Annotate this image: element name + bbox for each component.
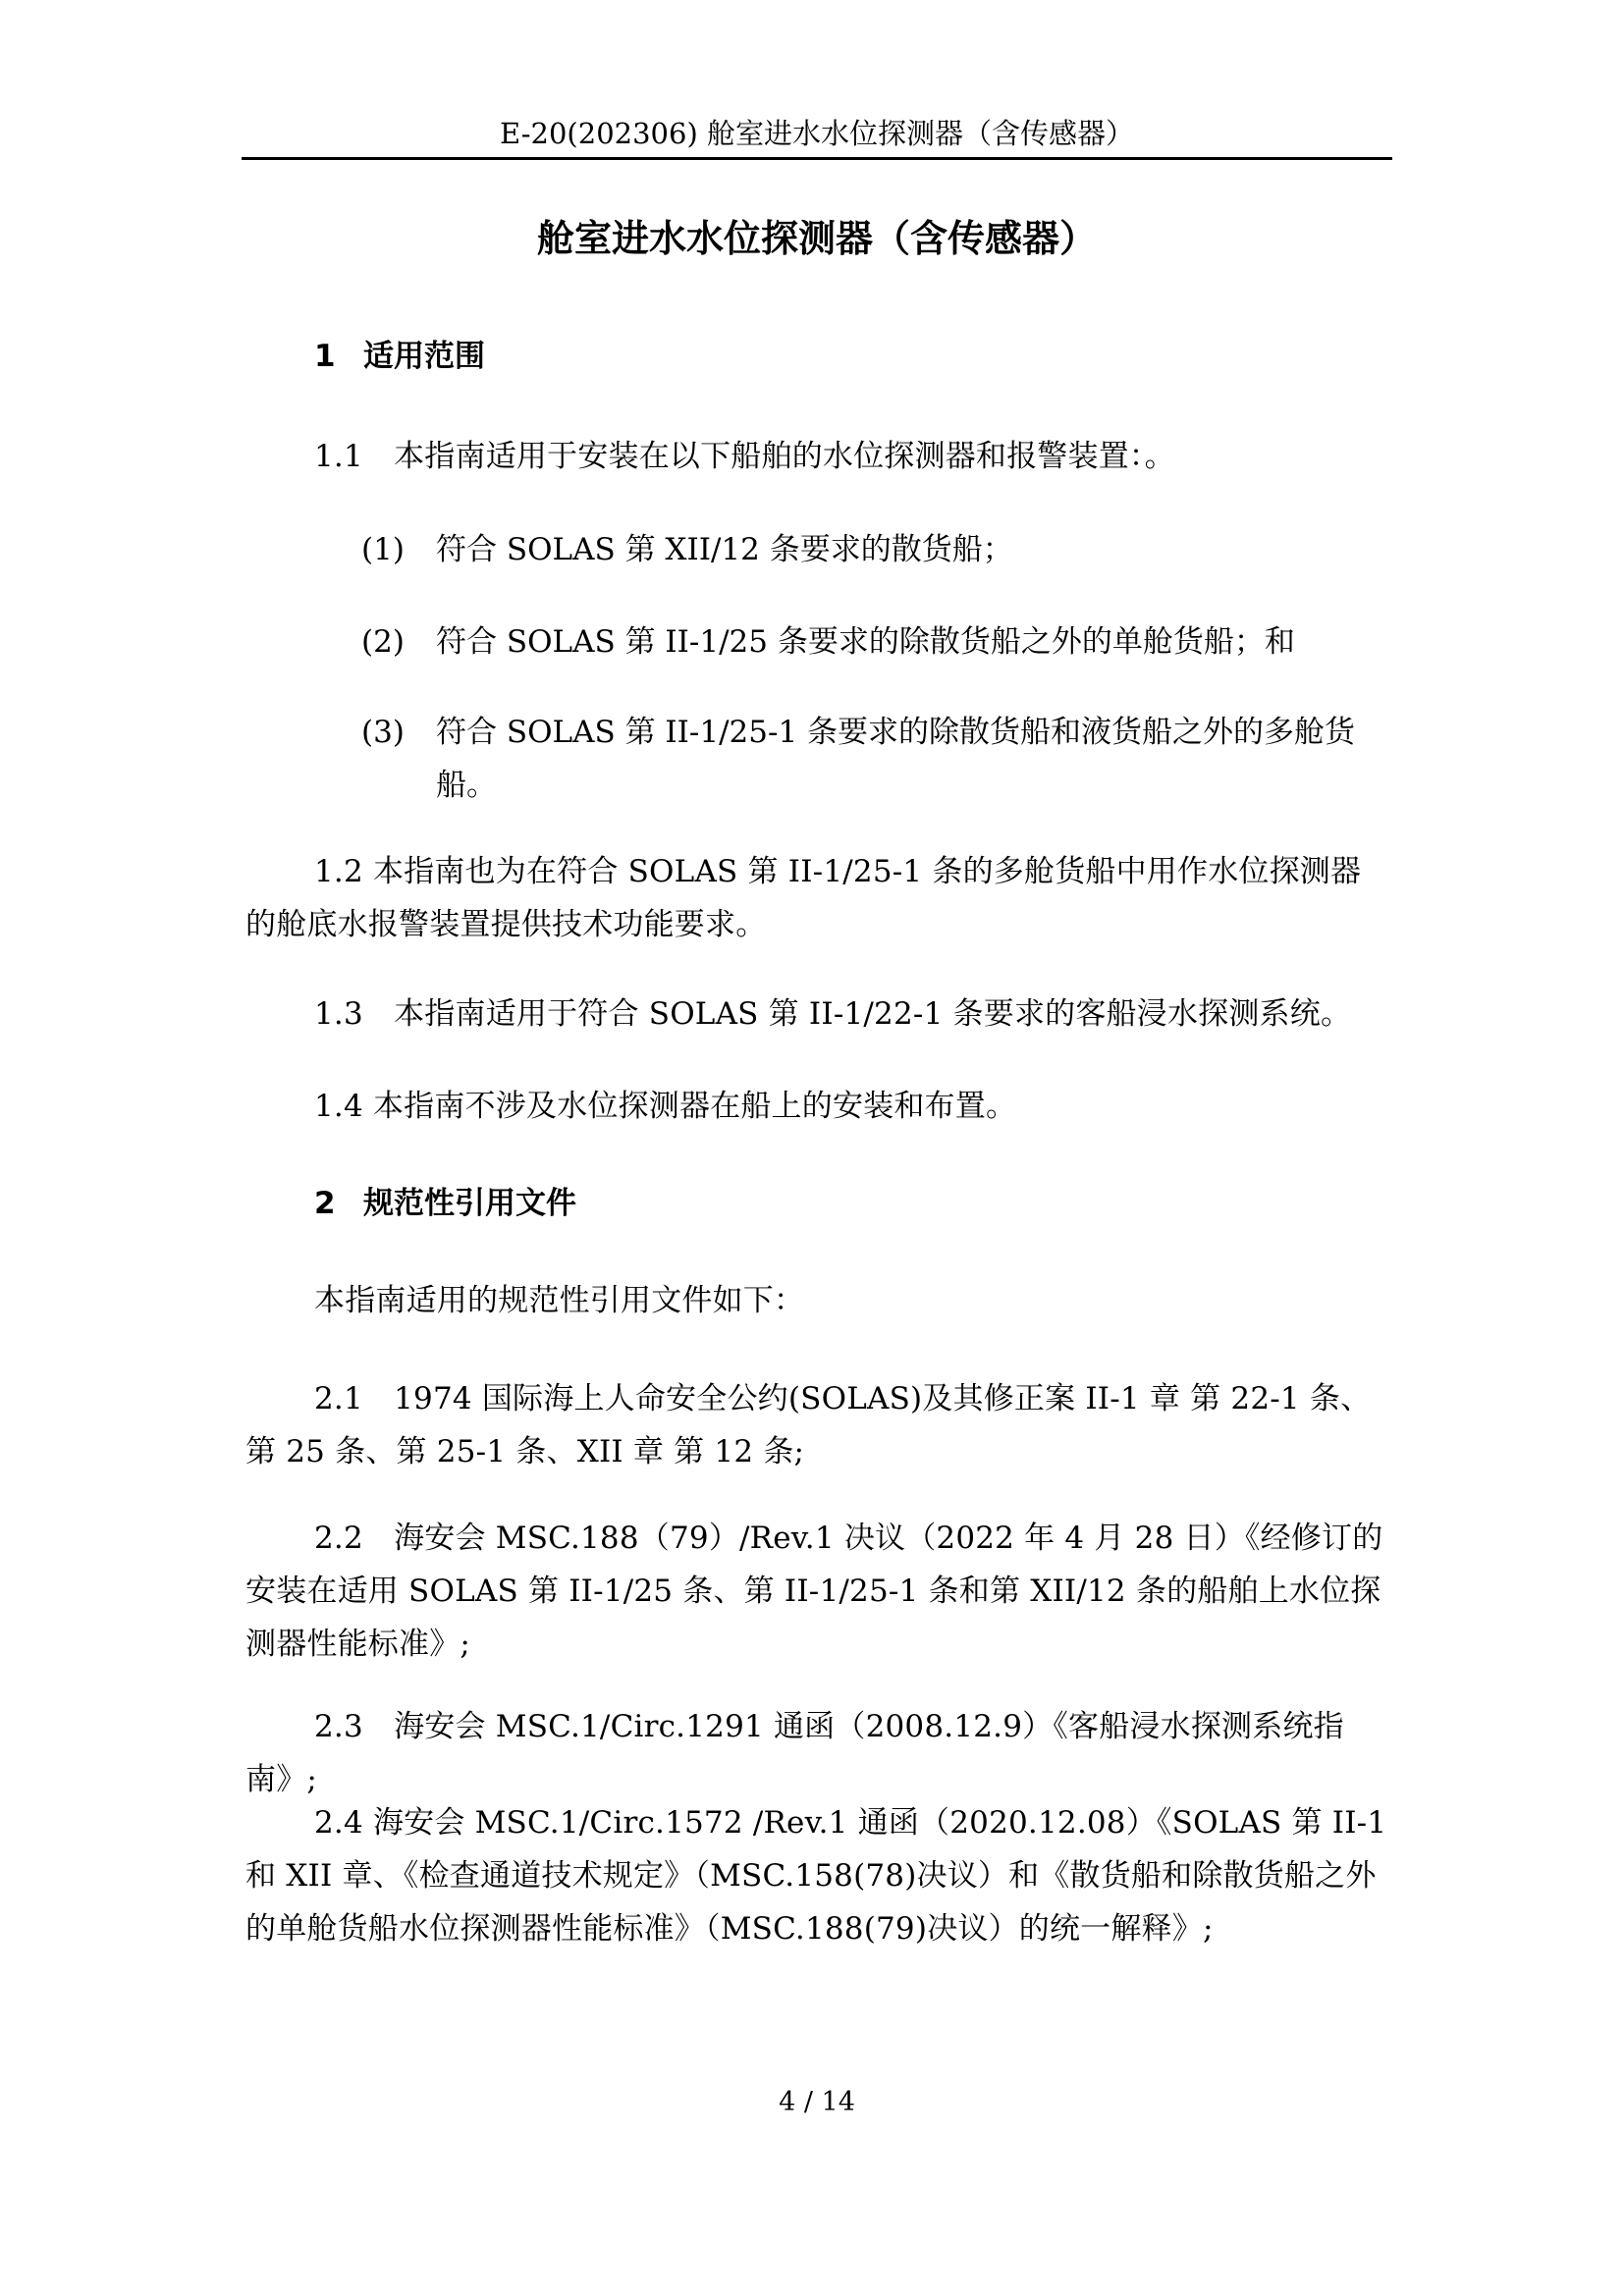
header-rule xyxy=(242,157,1392,160)
paragraph-1-1: 1.1 本指南适用于安装在以下船舶的水位探测器和报警装置：。 xyxy=(314,439,1175,474)
list-item-2-label: (2) xyxy=(361,624,405,660)
paragraph-2-2: 2.2 海安会 MSC.188（79）/Rev.1 决议（2022 年 4 月 28 日）《经修订的安装在适用 SOLAS 第 II-1/25 条、第 II-1/25-1 条和第 XII/12 条的船舶上水位探测器性能标准》; xyxy=(245,1521,1383,1662)
section-1-heading xyxy=(314,332,485,381)
paragraph-1-4: 1.4 本指南不涉及水位探测器在船上的安装和布置。 xyxy=(314,1089,1017,1124)
list-item-3 xyxy=(361,706,1388,812)
section-2-title: 规范性引用文件 xyxy=(363,1186,576,1221)
list-item-2 xyxy=(361,615,1388,668)
list-item-1 xyxy=(361,523,1388,576)
section-2-intro: 本指南适用的规范性引用文件如下： xyxy=(314,1283,805,1318)
paragraph-1-3: 1.3 本指南适用于符合 SOLAS 第 II-1/22-1 条要求的客船浸水探测系统。 xyxy=(314,996,1352,1032)
paragraph-2-4: 2.4 海安会 MSC.1/Circ.1572 /Rev.1 通函（2020.12.08）《SOLAS 第 II-1 和 XII 章、《检查通道技术规定》（MSC.158(78)决议）和《散货船和除散货船之外的单舱货船水位探测器性能标准》（MSC.188(79)决议）的统一解释》; xyxy=(245,1805,1387,1947)
section-2-heading xyxy=(314,1179,576,1228)
paragraph-2-1: 2.1 1974 国际海上人命安全公约(SOLAS)及其修正案 II-1 章 第 22-1 条、第 25 条、第 25-1 条、XII 章 第 12 条; xyxy=(245,1381,1372,1469)
list-item-2-text: 符合 SOLAS 第 II-1/25 条要求的除散货船之外的单舱货船；和 xyxy=(436,624,1295,660)
list-item-3-label: (3) xyxy=(361,715,405,750)
section-1-title: 适用范围 xyxy=(363,339,485,374)
list-item-3-text: 符合 SOLAS 第 II-1/25-1 条要求的除散货船和液货船之外的多舱货船。 xyxy=(436,715,1356,803)
section-1-number: 1 xyxy=(314,339,336,374)
list-item-1-text: 符合 SOLAS 第 XII/12 条要求的散货船； xyxy=(436,532,1013,567)
page-number: 4 / 14 xyxy=(779,2087,855,2117)
running-header: E-20(202306) 舱室进水水位探测器（含传感器） xyxy=(500,117,1134,150)
list-item-1-label: (1) xyxy=(361,532,405,567)
paragraph-1-2: 1.2 本指南也为在符合 SOLAS 第 II-1/25-1 条的多舱货船中用作水位探测器的舱底水报警装置提供技术功能要求。 xyxy=(245,854,1362,942)
section-2-number: 2 xyxy=(314,1186,336,1221)
paragraph-2-3: 2.3 海安会 MSC.1/Circ.1291 通函（2008.12.9）《客船浸水探测系统指南》; xyxy=(245,1709,1344,1797)
document-title: 舱室进水水位探测器（含传感器） xyxy=(536,217,1097,260)
